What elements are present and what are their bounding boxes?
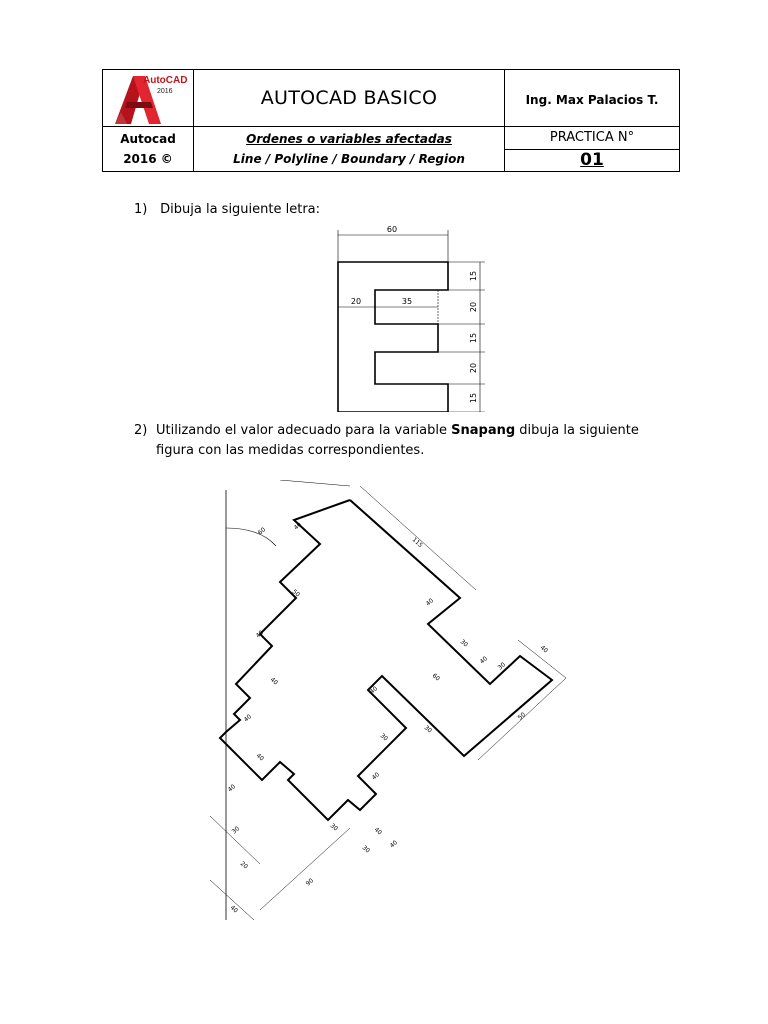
logo-brand: AutoCAD (143, 75, 188, 86)
exercise-1-number: 1) (134, 202, 148, 217)
dim-label: 40 (226, 783, 238, 794)
letter-e-drawing (330, 222, 490, 412)
dim-label: 20 (238, 860, 250, 871)
dim-label: 20 (469, 301, 478, 313)
dim-label: 50 (516, 711, 528, 722)
snapang-keyword: Snapang (451, 423, 516, 438)
dim-label: 40 (242, 713, 254, 724)
dim-label: 30 (378, 732, 390, 743)
dim-label: 60 (386, 225, 398, 234)
dim-label: 40 (372, 826, 384, 837)
rotated-figure-drawing (200, 480, 580, 940)
software-name: Autocad (120, 132, 176, 146)
dim-label: 20 (469, 362, 478, 374)
dim-label: 40 (388, 839, 400, 850)
dim-label: 30 (328, 822, 340, 833)
dim-label: 40 (228, 904, 240, 915)
practice-label: PRACTICA N° (505, 127, 679, 150)
title-cell (194, 70, 505, 127)
dim-label: 50 (290, 588, 302, 599)
dim-label: 60 (430, 672, 442, 683)
software-version: 2016 © (123, 152, 173, 166)
dim-label: 90 (304, 877, 316, 888)
header-table (102, 69, 680, 172)
dim-label: 40 (370, 771, 382, 782)
dim-label: 15 (469, 332, 478, 344)
exercise-2-number: 2) (134, 423, 148, 438)
dim-label: 40 (368, 685, 380, 696)
exercise-1 (134, 200, 320, 220)
software-cell (103, 127, 194, 172)
exercise-1-text: Dibuja la siguiente letra: (160, 202, 321, 217)
dim-label: 15 (469, 392, 478, 404)
logo-year: 2016 (157, 88, 173, 95)
dim-label: 60 (256, 526, 268, 537)
dim-label: 15 (469, 270, 478, 282)
practice-number: 01 (580, 150, 604, 170)
letter-e-outline (338, 262, 448, 412)
document-title: AUTOCAD BASICO (260, 87, 438, 109)
dim-label: 35 (401, 297, 413, 306)
commands-title: Ordenes o variables afectadas (246, 132, 452, 146)
dim-label: 40 (424, 597, 436, 608)
author-cell (505, 70, 680, 127)
dim-label: 30 (230, 825, 242, 836)
dim-label: 40 (254, 629, 266, 640)
commands-list: Line / Polyline / Boundary / Region (233, 152, 465, 166)
exercise-2-text-before: Utilizando el valor adecuado para la variable (156, 423, 452, 438)
dim-label: 115 (410, 536, 424, 550)
practice-cell (505, 127, 680, 172)
dim-label: 40 (538, 644, 550, 655)
dim-label: 40 (478, 655, 490, 666)
dim-label: 30 (496, 661, 508, 672)
figure-outline (220, 500, 552, 820)
exercise-2 (134, 421, 639, 441)
angle-arc (226, 528, 276, 546)
dim-label: 30 (458, 638, 470, 649)
dim-label: 30 (422, 724, 434, 735)
logo-cell (103, 70, 194, 127)
dim-label: 20 (350, 297, 362, 306)
autocad-logo (105, 72, 191, 126)
dim-label: 30 (360, 844, 372, 855)
dim-label: 40 (254, 752, 266, 763)
exercise-2-line2: figura con las medidas correspondientes. (156, 443, 425, 458)
dim-label: 40 (268, 676, 280, 687)
author-name: Ing. Max Palacios T. (525, 92, 659, 107)
commands-cell (194, 127, 505, 172)
exercise-2-text-after: dibuja la siguiente (515, 423, 639, 438)
dim-label: 40 (292, 521, 304, 532)
